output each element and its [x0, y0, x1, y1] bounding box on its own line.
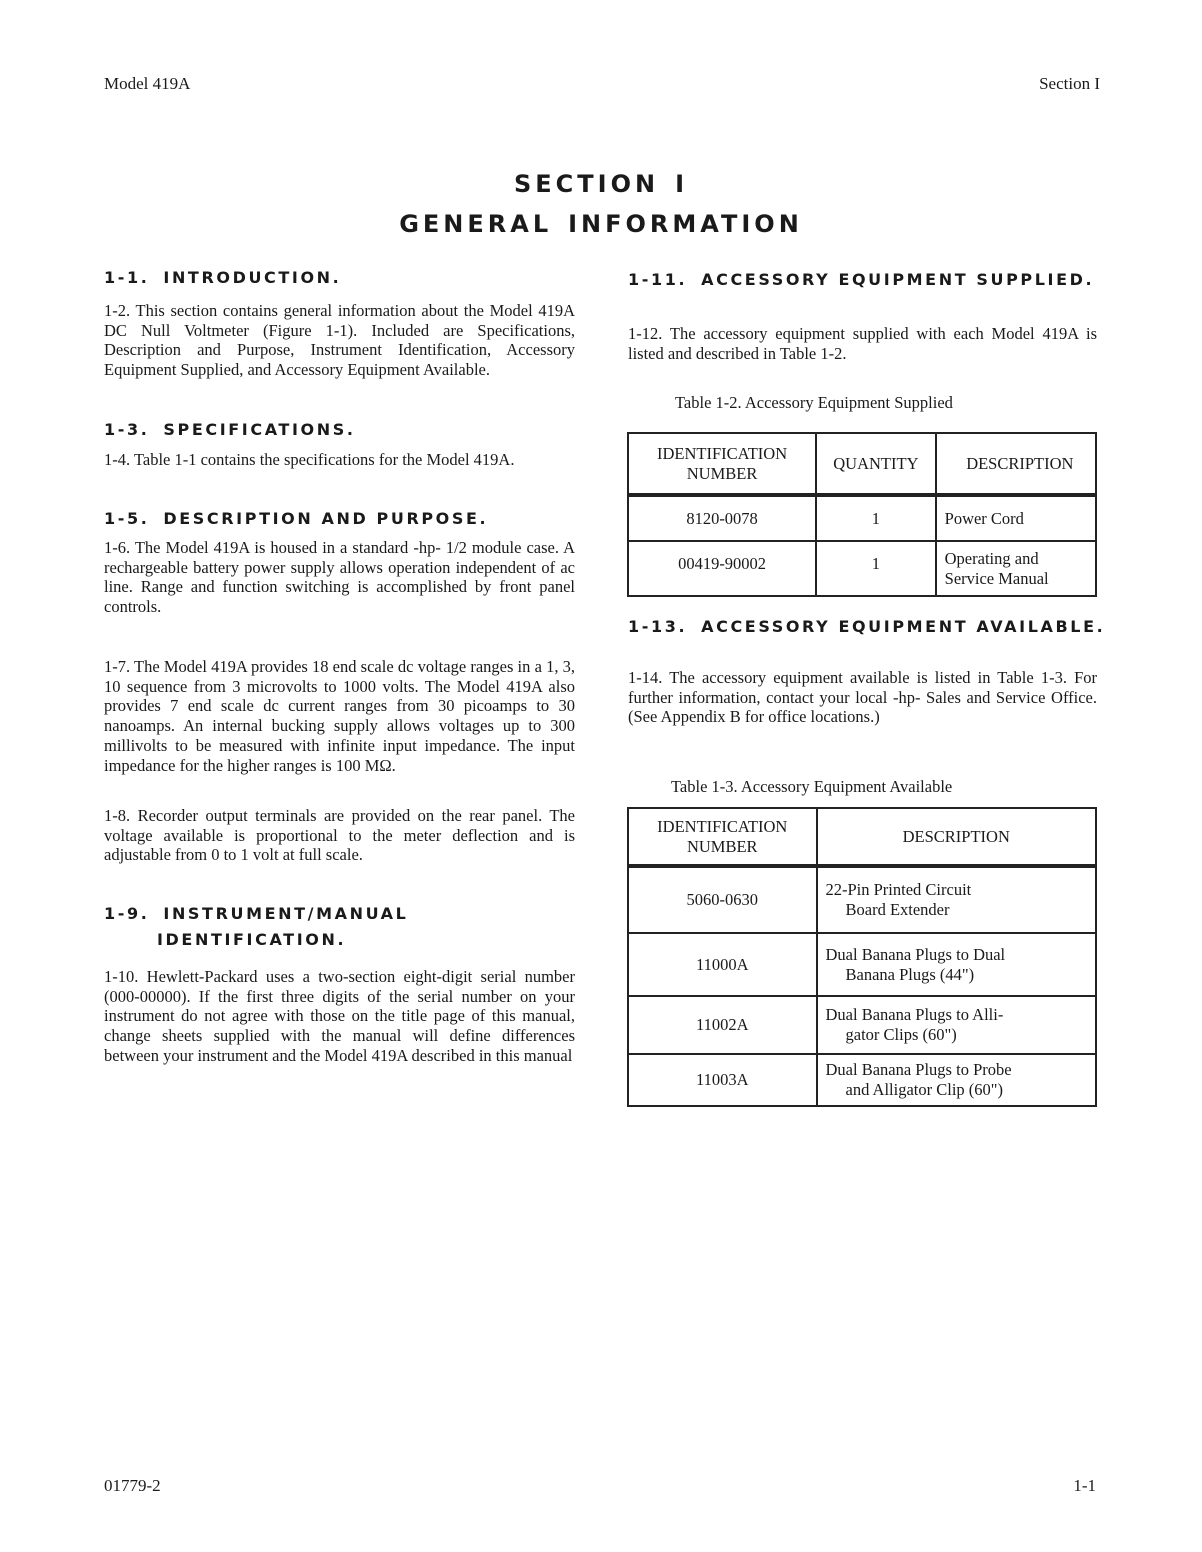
footer-doc-number: 01779-2 [104, 1476, 161, 1495]
table-accessory-supplied [627, 432, 1097, 597]
footer-page-number: 1-1 [1073, 1476, 1096, 1495]
paragraph-1-6: 1-6. The Model 419A is housed in a standard -hp- 1/2 module case. A rechargeable battery power supply allows operation independent of ac line. Range and function switching is accomplished by front panel controls. [104, 538, 575, 617]
heading-number: 1-9. [104, 904, 150, 923]
heading-text: ACCESSORY EQUIPMENT AVAILABLE. [701, 617, 1106, 636]
cell-id: 5060-0630 [628, 866, 817, 933]
heading-instrument-identification [104, 904, 408, 923]
paragraph-1-12: 1-12. The accessory equipment supplied with each Model 419A is listed and described in Table 1-2. [628, 324, 1097, 363]
cell-quantity: 1 [816, 541, 936, 596]
cell-id: 11003A [628, 1054, 817, 1106]
heading-accessory-available [628, 617, 1105, 636]
cell-description [817, 866, 1097, 933]
table-row [628, 866, 1096, 933]
heading-number: 1-3. [104, 420, 150, 439]
section-subtitle-word2: INFORMATION [568, 210, 803, 238]
cell-description-line1: Dual Banana Plugs to Dual [825, 944, 1006, 964]
heading-instrument-identification-line2: IDENTIFICATION. [157, 930, 347, 949]
column-header-description: DESCRIPTION [817, 808, 1097, 866]
heading-description-purpose [104, 509, 488, 528]
table-header-row [628, 433, 1096, 495]
cell-quantity: 1 [816, 495, 936, 541]
cell-id: 8120-0078 [628, 495, 816, 541]
table-row [628, 1054, 1096, 1106]
heading-number: 1-1. [104, 268, 150, 287]
table-row [628, 933, 1096, 996]
section-title [0, 170, 1202, 198]
paragraph-1-4: 1-4. Table 1-1 contains the specifications for the Model 419A. [104, 450, 515, 469]
cell-description [936, 541, 1096, 596]
table-row [628, 495, 1096, 541]
cell-id: 11000A [628, 933, 817, 996]
section-title-numeral: I [675, 170, 689, 198]
paragraph-1-8: 1-8. Recorder output terminals are provided on the rear panel. The voltage available is proportional to the meter deflection and is adjustable from 0 to 1 volt at full scale. [104, 806, 575, 865]
section-title-word: SECTION [513, 170, 660, 198]
table-1-3-caption: Table 1-3. Accessory Equipment Available [671, 777, 953, 796]
heading-number: 1-13. [628, 617, 688, 636]
cell-description-line2: gator Clips (60") [845, 1025, 957, 1044]
heading-text: INSTRUMENT/MANUAL [163, 904, 409, 923]
column-header-id: IDENTIFICATION NUMBER [628, 808, 817, 866]
column-header-description: DESCRIPTION [936, 433, 1096, 495]
table-accessory-available [627, 807, 1097, 1107]
section-subtitle [0, 210, 1202, 238]
paragraph-1-10: 1-10. Hewlett-Packard uses a two-section eight-digit serial number (000-00000). If the first three digits of the serial number on your instrument do not agree with those on the title page of this manual, change sheets supplied with the manual will define differences between your instrument and the Model 419A described in this manual [104, 967, 575, 1065]
cell-description-line2: and Alligator Clip (60") [845, 1080, 1004, 1099]
paragraph-1-7: 1-7. The Model 419A provides 18 end scale dc voltage ranges in a 1, 3, 10 sequence from 3 microvolts to 1000 volts. The Model 419A also provides 7 end scale dc current ranges from 30 picoamps to 30 nanoamps. An internal bucking supply allows voltages up to 300 millivolts to be measured with infinite input impedance. The input impedance for the higher ranges is 100 MΩ. [104, 657, 575, 775]
column-header-id: IDENTIFICATION NUMBER [628, 433, 816, 495]
header-model: Model 419A [104, 74, 191, 93]
heading-introduction [104, 268, 341, 287]
heading-text: INTRODUCTION. [163, 268, 342, 287]
table-row [628, 541, 1096, 596]
cell-description-line2: Service Manual [944, 568, 1049, 588]
cell-description-line1: Dual Banana Plugs to Alli- [825, 1005, 1004, 1024]
cell-id: 00419-90002 [628, 541, 816, 596]
heading-text: ACCESSORY EQUIPMENT SUPPLIED. [701, 270, 1095, 289]
column-header-quantity: QUANTITY [816, 433, 936, 495]
paragraph-1-14: 1-14. The accessory equipment available is listed in Table 1-3. For further information, contact your local -hp- Sales and Service Office. (See Appendix B for office locations.) [628, 668, 1097, 727]
heading-text: SPECIFICATIONS. [163, 420, 356, 439]
table-row [628, 996, 1096, 1054]
table-header-row [628, 808, 1096, 866]
paragraph-1-2: 1-2. This section contains general information about the Model 419A DC Null Voltmeter (Figure 1-1). Included are Specifications, Description and Purpose, Instrument Identification, Accessory Equipment Supplied, and Accessory Equipment Available. [104, 301, 575, 380]
cell-description [817, 933, 1097, 996]
cell-id: 11002A [628, 996, 817, 1054]
heading-number: 1-5. [104, 509, 150, 528]
section-subtitle-word1: GENERAL [399, 210, 553, 238]
cell-description-line2: Banana Plugs (44") [845, 964, 975, 984]
cell-description-line1: Operating and [944, 548, 1039, 568]
cell-description [817, 1054, 1097, 1106]
heading-specifications [104, 420, 356, 439]
cell-description-line1: Dual Banana Plugs to Probe [825, 1060, 1012, 1079]
heading-number: 1-11. [628, 270, 688, 289]
heading-accessory-supplied [628, 270, 1094, 289]
cell-description-line1: 22-Pin Printed Circuit [825, 880, 972, 899]
table-1-2-caption: Table 1-2. Accessory Equipment Supplied [675, 393, 953, 412]
cell-description [817, 996, 1097, 1054]
cell-description: Power Cord [936, 495, 1096, 541]
header-section: Section I [1039, 74, 1100, 93]
cell-description-line2: Board Extender [845, 900, 950, 919]
heading-text: DESCRIPTION AND PURPOSE. [163, 509, 489, 528]
